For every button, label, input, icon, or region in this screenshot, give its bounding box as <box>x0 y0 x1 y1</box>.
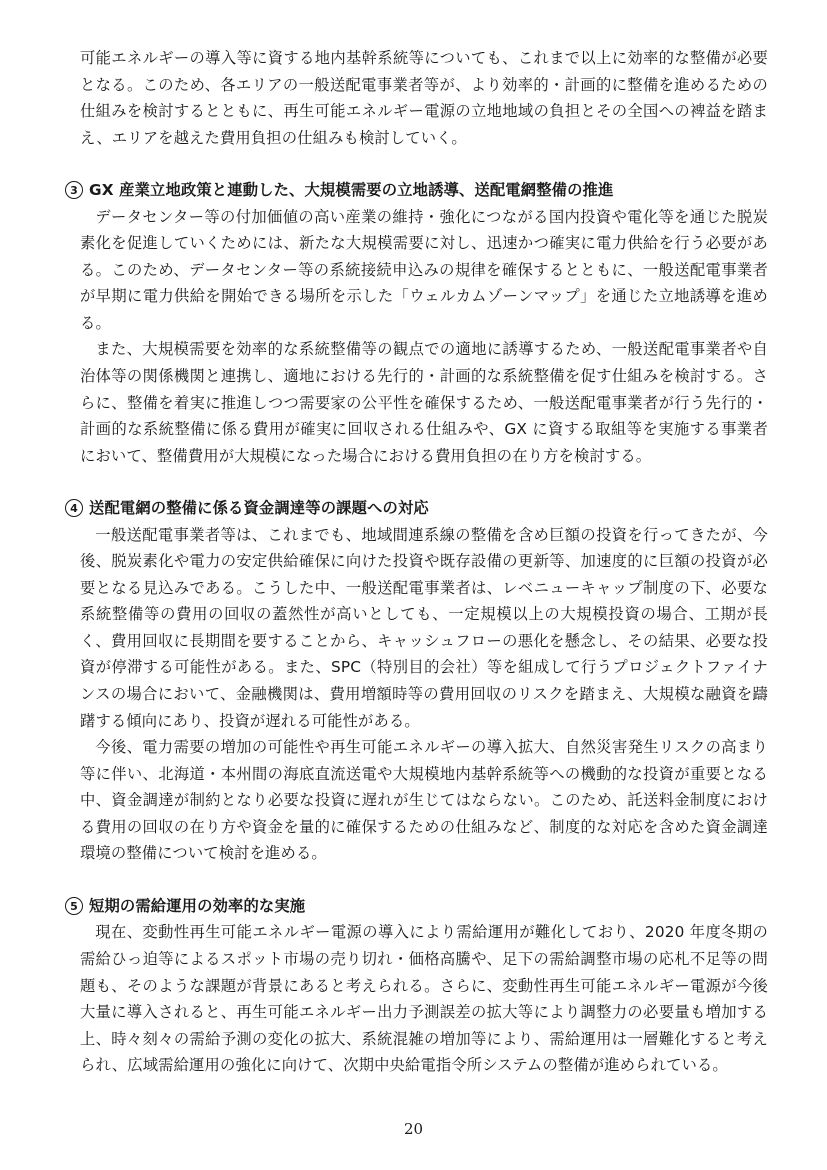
page-number: 20 <box>403 1120 424 1138</box>
section-paragraph: 一般送配電事業者等は、これまでも、地域間連系線の整備を含め巨額の投資を行ってきたが、今後、脱炭素化や電力の安定供給確保に向けた投資や既存設備の更新等、加速度的に巨額の投資が必要となる見込みである。こうした中、一般送配電事業者は、レベニューキャップ制度の下、必要な系統整備等の費用の回収の蓋然性が高いとしても、一定規模以上の大規模投資の場合、工期が長く、費用回収に長期間を要することから、キャッシュフローの悪化を懸念し、その結果、必要な投資が停滞する可能性がある。また、SPC（特別目的会社）等を組成して行うプロジェクトファイナンスの場合において、金融機関は、費用増額時等の費用回収のリスクを踏まえ、大規模な融資を躊躇する傾向にあり、投資が遅れる可能性がある。 <box>80 525 768 730</box>
section-3 <box>70 177 768 469</box>
intro-paragraph: 可能エネルギーの導入等に資する地内基幹系統等についても、これまで以上に効率的な整備が必要となる。このため、各エリアの一般送配電事業者等が、より効率的・計画的に整備を進めるための仕組みを検討するとともに、再生可能エネルギー電源の立地地域の負担とその全国への裨益を踏まえ、エリアを越えた費用負担の仕組みも検討していく。 <box>80 49 768 147</box>
section-heading <box>65 177 768 204</box>
section-number-circle: 5 <box>65 897 83 915</box>
section-title: 短期の需給運用の効率的な実施 <box>89 896 306 915</box>
section-number-circle: 4 <box>65 499 83 517</box>
section-heading <box>65 495 768 522</box>
document-body <box>70 45 768 1079</box>
section-heading <box>65 893 768 920</box>
section-5 <box>70 893 768 1079</box>
section-title: GX 産業立地政策と連動した、大規模需要の立地誘導、送配電網整備の推進 <box>89 181 614 200</box>
section-paragraph: 今後、電力需要の増加の可能性や再生可能エネルギーの導入拡大、自然災害発生リスクの高まり等に伴い、北海道・本州間の海底直流送電や大規模地内基幹系統等への機動的な投資が重要となる中、資金調達が制約となり必要な投資に遅れが生じてはならない。このため、託送料金制度における費用の回収の在り方や資金を量的に確保するための仕組みなど、制度的な対応を含めた資金調達環境の整備について検討を進める。 <box>80 738 768 863</box>
section-title: 送配電網の整備に係る資金調達等の課題への対応 <box>89 499 429 518</box>
section-number-circle: 3 <box>65 181 83 199</box>
section-paragraph: また、大規模需要を効率的な系統整備等の観点での適地に誘導するため、一般送配電事業者や自治体等の関係機関と連携し、適地における先行的・計画的な系統整備を促す仕組みを検討する。さらに、整備を着実に推進しつつ需要家の公平性を確保するため、一般送配電事業者が行う先行的・計画的な系統整備に係る費用が確実に回収される仕組みや、GX に資する取組等を実施する事業者において、整備費用が大規模になった場合における費用負担の在り方を検討する。 <box>80 340 768 465</box>
section-paragraph: データセンター等の付加価値の高い産業の維持・強化につながる国内投資や電化等を通じた脱炭素化を促進していくためには、新たな大規模需要に対し、迅速かつ確実に電力供給を行う必要がある。このため、データセンター等の系統接続申込みの規律を確保するとともに、一般送配電事業者が早期に電力供給を開始できる場所を示した「ウェルカムゾーンマップ」を通じた立地誘導を進める。 <box>80 207 768 332</box>
section-4 <box>70 495 768 867</box>
section-paragraph: 現在、変動性再生可能エネルギー電源の導入により需給運用が難化しており、2020 年度冬期の需給ひっ迫等によるスポット市場の売り切れ・価格高騰や、足下の需給調整市場の応札不足等の問題も、そのような課題が背景にあると考えられる。さらに、変動性再生可能エネルギー電源が今後大量に導入されると、再生可能エネルギー出力予測誤差の拡大等により調整力の必要量も増加する上、時々刻々の需給予測の変化の拡大、系統混雑の増加等により、需給運用は一層難化すると考えられ、広域需給運用の強化に向けて、次期中央給電指令所システムの整備が進められている。 <box>80 923 768 1075</box>
